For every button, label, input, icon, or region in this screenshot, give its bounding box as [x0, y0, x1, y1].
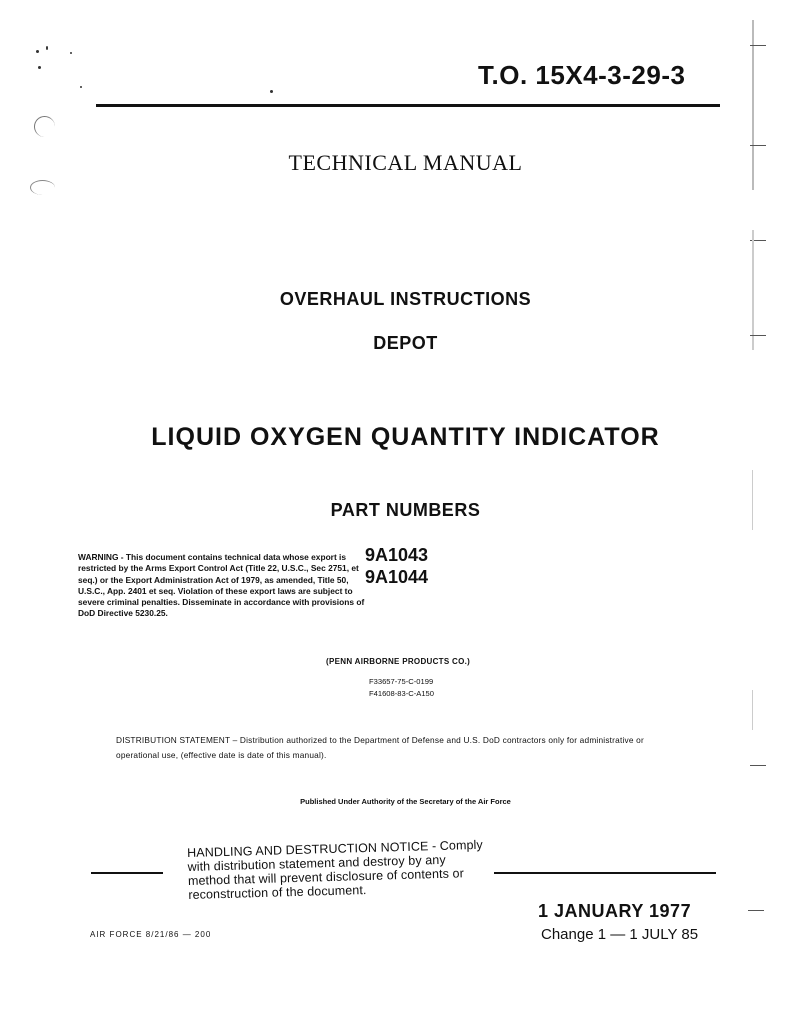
- publication-authority: Published Under Authority of the Secretary of the Air Force: [300, 797, 511, 806]
- document-subtitle: OVERHAUL INSTRUCTIONS: [279, 289, 532, 309]
- handling-notice: HANDLING AND DESTRUCTION NOTICE - Comply with distribution statement and destroy by any method that will prevent disclosure of contents or reconstruction of the document.: [187, 837, 483, 902]
- contract-numbers: [369, 676, 434, 699]
- notice-rule-right: [494, 872, 716, 874]
- notice-rule-left: [91, 872, 163, 874]
- export-warning: WARNING - This document contains technical data whose export is restricted by the Arms Export Control Act (Title 22, U.S.C., Sec 2751, et seq.) or the Export Administration Act of 1979, as amended, Title 50, U.S.C., App. 2401 et seq. Violation of these export laws are subject to severe criminal penalties. Disseminate in accordance with provisions of DoD Directive 5230.25.: [78, 552, 365, 619]
- form-identifier: AIR FORCE 8/21/86 — 200: [90, 930, 212, 939]
- part-number: 9A1043: [365, 545, 429, 565]
- manufacturer: (PENN AIRBORNE PRODUCTS CO.): [326, 657, 471, 666]
- contract-number: F41608-83-C-A150: [369, 688, 435, 698]
- part-number: 9A1044: [365, 567, 429, 587]
- to-number: T.O. 15X4-3-29-3: [478, 60, 686, 90]
- contract-number: F33657-75-C-0199: [369, 677, 434, 686]
- publication-date: 1 JANUARY 1977: [538, 901, 692, 921]
- part-number-list: [365, 544, 428, 588]
- part-numbers-heading: PART NUMBERS: [330, 500, 481, 520]
- distribution-statement: DISTRIBUTION STATEMENT – Distribution authorized to the Department of Defense and U.S. DoD contractors only for administrative or operational use, (effective date is date of this manual).: [116, 735, 644, 760]
- change-notice: Change 1 — 1 JULY 85: [541, 926, 699, 943]
- document-title: LIQUID OXYGEN QUANTITY INDICATOR: [151, 423, 660, 451]
- maintenance-level: DEPOT: [373, 333, 438, 353]
- header-rule: [96, 104, 720, 107]
- document-type: TECHNICAL MANUAL: [288, 150, 523, 175]
